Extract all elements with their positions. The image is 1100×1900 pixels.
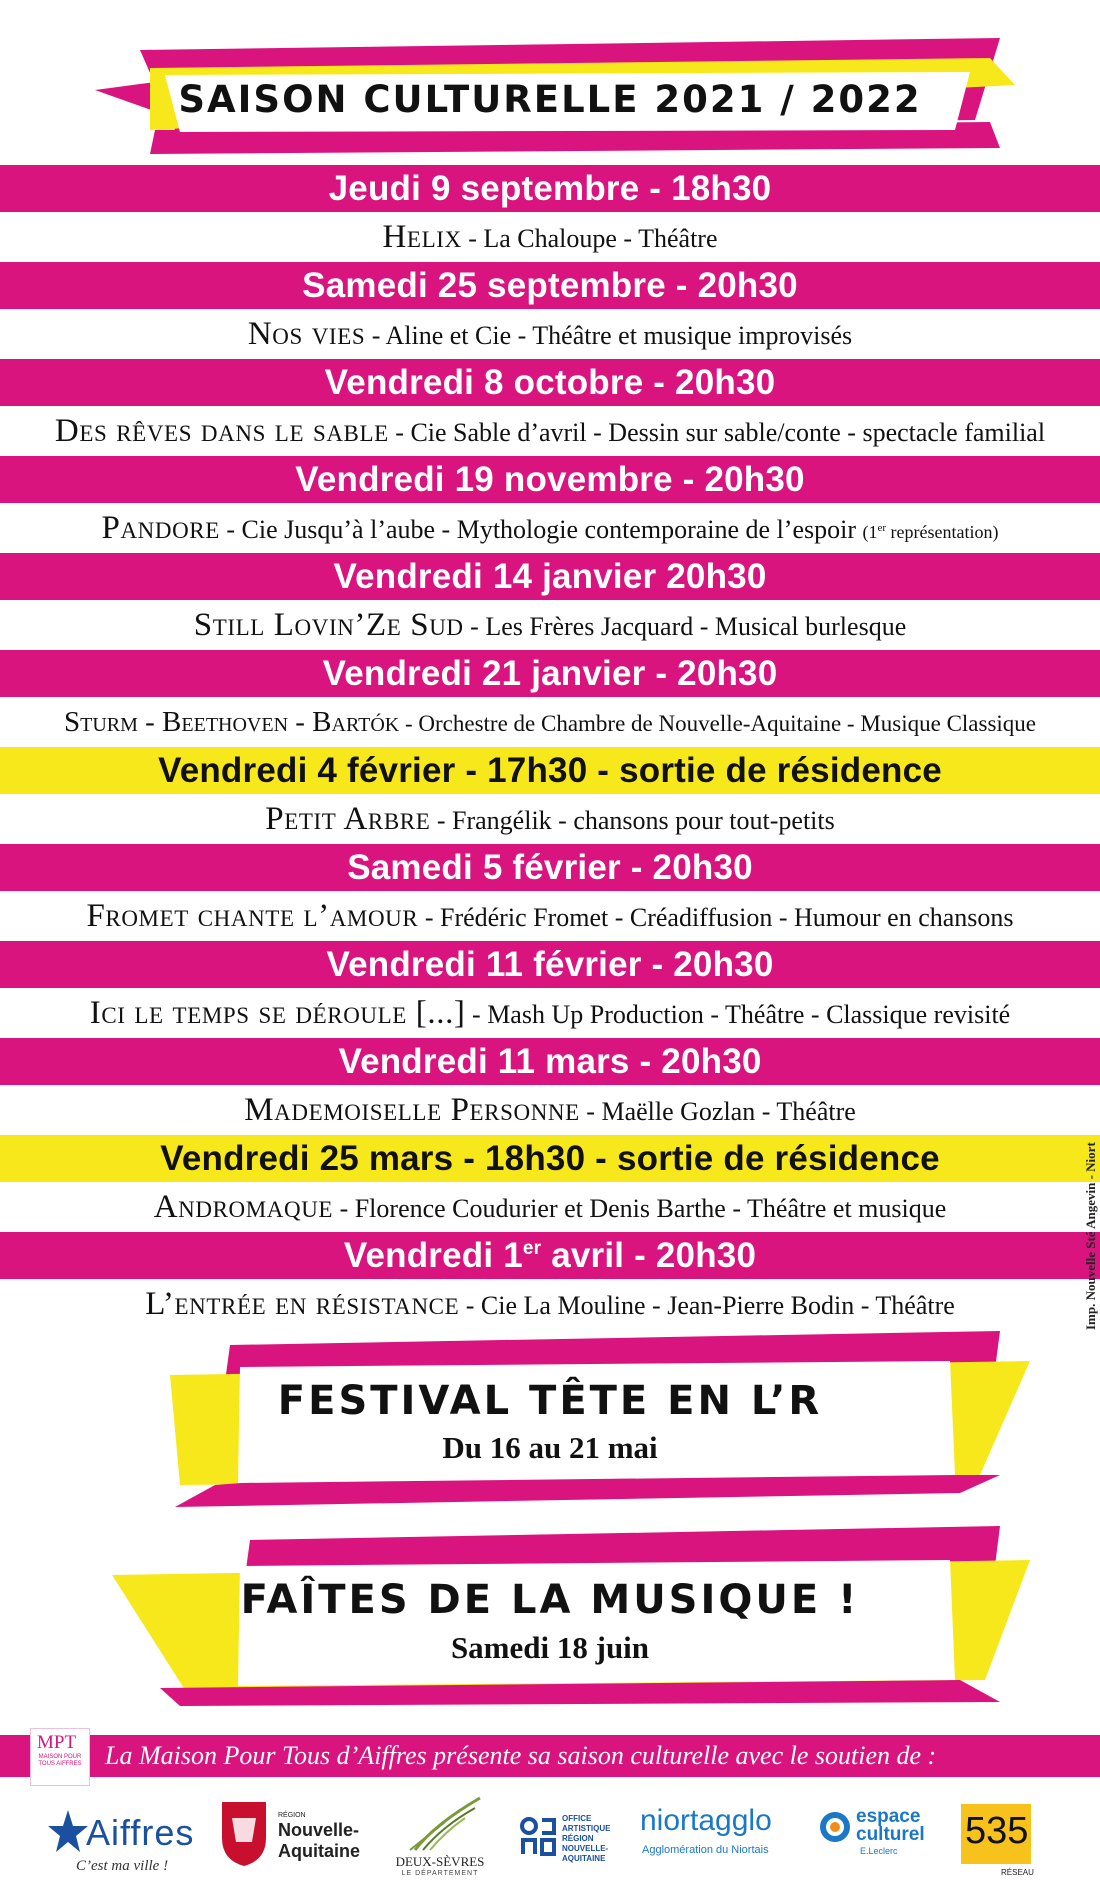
espace-culturel-icon: [818, 1810, 852, 1844]
event-title: Petit Arbre: [265, 801, 431, 837]
deux-sevres-sub: LE DÉPARTEMENT: [401, 1870, 479, 1877]
event-item: [0, 844, 1100, 941]
espace-line2: culturel: [856, 1824, 925, 1845]
event-date: Vendredi 11 mars - 20h30: [0, 1038, 1100, 1085]
aiffres-tagline: C’est ma ville !: [76, 1858, 169, 1874]
note-end: représentation): [886, 522, 999, 542]
aiffres-name: Aiffres: [86, 1812, 195, 1853]
espace-sub: E.Leclerc: [860, 1846, 898, 1856]
oara-text: [562, 1814, 610, 1864]
date-start: Vendredi 1: [343, 1236, 523, 1275]
festival-title: FAÎTES DE LA MUSIQUE !: [240, 1577, 860, 1623]
reseau-535-logo: [955, 1798, 1040, 1883]
event-description: [0, 1182, 1100, 1232]
season-title: SAISON CULTURELLE 2021 / 2022: [178, 78, 922, 121]
event-info: - Maëlle Gozlan - Théâtre: [579, 1097, 856, 1126]
event-title: Sturm - Beethoven - Bartók: [63, 706, 400, 738]
event-info: - Florence Coudurier et Denis Barthe - Théâtre et musique: [333, 1194, 947, 1223]
event-item: [0, 165, 1100, 262]
niortagglo-name: niortagglo: [640, 1804, 772, 1837]
grass-icon: [385, 1794, 495, 1852]
festival-title: FESTIVAL TÊTE EN L’R: [277, 1378, 823, 1424]
event-description: [0, 309, 1100, 359]
event-description: [0, 1085, 1100, 1135]
festival-dates: Du 16 au 21 mai: [442, 1430, 658, 1465]
festival-dates: Samedi 18 juin: [450, 1630, 650, 1665]
event-item: [0, 941, 1100, 1038]
event-item: [0, 747, 1100, 844]
event-description: [0, 891, 1100, 941]
event-note: [863, 522, 999, 542]
event-date: Samedi 25 septembre - 20h30: [0, 262, 1100, 309]
event-description: [0, 406, 1100, 456]
oara-line: NOUVELLE-: [562, 1844, 609, 1853]
mpt-logo-sub: MAISON POUR TOUS AIFFRES: [38, 1754, 82, 1767]
event-title: Fromet chante l’amour: [86, 898, 419, 934]
event-description: [0, 212, 1100, 262]
event-description: [0, 1279, 1100, 1329]
event-list: [0, 165, 1100, 1329]
region-small: RÉGION: [278, 1812, 306, 1819]
event-date: Jeudi 9 septembre - 18h30: [0, 165, 1100, 212]
date-end: avril - 20h30: [541, 1236, 757, 1275]
event-info: - Frédéric Fromet - Créadiffusion - Humour en chansons: [418, 903, 1014, 932]
event-item: [0, 1135, 1100, 1232]
event-info: - Mash Up Production - Théâtre - Classique revisité: [465, 1000, 1011, 1029]
support-text: La Maison Pour Tous d’Aiffres présente sa saison culturelle avec le soutien de :: [105, 1741, 937, 1770]
event-date: Vendredi 21 janvier - 20h30: [0, 650, 1100, 697]
event-description: [0, 697, 1100, 747]
mpt-logo: [30, 1728, 90, 1786]
event-title: Nos vies: [247, 316, 366, 352]
event-description: [0, 794, 1100, 844]
event-info: - Frangélik - chansons pour tout-petits: [430, 806, 835, 835]
event-date: [0, 1232, 1100, 1279]
star-icon: [48, 1808, 88, 1858]
niortagglo-logo: [640, 1804, 790, 1874]
event-title: L’entrée en résistance: [145, 1286, 460, 1322]
niortagglo-sub: Agglomération du Niortais: [642, 1844, 769, 1856]
support-bar: [0, 1735, 1100, 1777]
festival-ribbon: [0, 1520, 1100, 1710]
event-info: - Cie La Mouline - Jean-Pierre Bodin - Théâtre: [459, 1291, 955, 1320]
event-title: Andromaque: [153, 1189, 334, 1225]
oara-icon: [520, 1816, 558, 1856]
event-date: Vendredi 25 mars - 18h30 - sortie de résidence: [0, 1135, 1100, 1182]
event-info: - La Chaloupe - Théâtre: [461, 224, 718, 253]
event-date: Vendredi 19 novembre - 20h30: [0, 456, 1100, 503]
date-sup: er: [522, 1238, 542, 1259]
event-date: Vendredi 11 février - 20h30: [0, 941, 1100, 988]
region-name-line1: Nouvelle-: [278, 1820, 360, 1840]
deux-sevres-logo: [385, 1794, 495, 1884]
oara-line: ARTISTIQUE: [562, 1824, 611, 1833]
event-title: Des rêves dans le sable: [54, 413, 389, 449]
event-date: Vendredi 4 février - 17h30 - sortie de résidence: [0, 747, 1100, 794]
aiffres-logo: [48, 1800, 198, 1885]
event-description: [0, 503, 1100, 553]
event-item: [0, 650, 1100, 747]
event-info: - Cie Jusqu’à l’aube - Mythologie contemporaine de l’espoir: [219, 515, 863, 544]
mpt-logo-text: MPT: [37, 1732, 77, 1753]
event-title: Ici le temps se déroule [...]: [89, 995, 466, 1031]
event-date: Samedi 5 février - 20h30: [0, 844, 1100, 891]
event-description: [0, 988, 1100, 1038]
oara-line: AQUITAINE: [562, 1854, 606, 1863]
note-start: (1: [862, 522, 878, 542]
event-description: [0, 600, 1100, 650]
oara-line: OFFICE: [562, 1814, 592, 1823]
region-name: [278, 1820, 360, 1862]
event-item: [0, 553, 1100, 650]
event-title: Helix: [382, 219, 462, 255]
event-title: Mademoiselle Personne: [244, 1092, 580, 1128]
espace-culturel-text: [856, 1808, 925, 1844]
event-item: [0, 456, 1100, 553]
event-info: - Orchestre de Chambre de Nouvelle-Aquitaine - Musique Classique: [399, 711, 1037, 736]
note-sup: er: [877, 522, 887, 534]
event-info: - Cie Sable d’avril - Dessin sur sable/conte - spectacle familial: [388, 418, 1046, 447]
event-item: [0, 262, 1100, 359]
region-name-line2: Aquitaine: [278, 1841, 361, 1861]
reseau-535-number: 535: [965, 1810, 1029, 1852]
festival-ribbon: [0, 1325, 1100, 1510]
event-title: Still Lovin’Ze Sud: [193, 607, 464, 643]
sponsor-logos: [0, 1790, 1100, 1890]
printer-credit: Imp. Nouvelle Sté Angevin - Niort: [1083, 1142, 1098, 1330]
event-date: Vendredi 8 octobre - 20h30: [0, 359, 1100, 406]
reseau-535-sub: RÉSEAU: [1001, 1868, 1034, 1877]
espace-culturel-logo: [818, 1806, 938, 1876]
region-shield-icon: [218, 1798, 270, 1868]
event-title: Pandore: [101, 510, 220, 546]
season-title-banner: [0, 30, 1100, 160]
deux-sevres-name: DEUX-SÈVRES: [395, 1854, 485, 1869]
oara-line: RÉGION: [562, 1834, 594, 1843]
event-item: [0, 359, 1100, 456]
region-logo: [218, 1798, 368, 1878]
event-date: Vendredi 14 janvier 20h30: [0, 553, 1100, 600]
event-info: - Aline et Cie - Théâtre et musique improvisés: [365, 321, 853, 350]
event-item: [0, 1232, 1100, 1329]
event-item: [0, 1038, 1100, 1135]
oara-logo: [520, 1810, 630, 1880]
espace-line1: espace: [856, 1806, 921, 1827]
event-info: - Les Frères Jacquard - Musical burlesque: [463, 612, 907, 641]
